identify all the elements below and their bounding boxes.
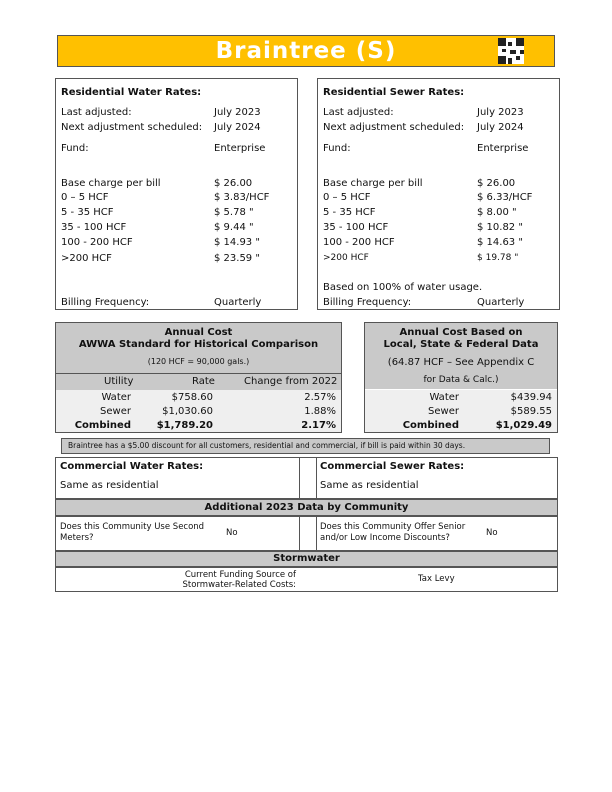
local-utility-cell: Sewer bbox=[428, 406, 459, 417]
water-billing-value: Quarterly bbox=[214, 297, 262, 308]
water-row-value: $ 5.78 " bbox=[214, 207, 254, 218]
sewer-row-label: 100 - 200 HCF bbox=[323, 237, 395, 248]
discount-note-bar bbox=[61, 438, 550, 454]
local-annual-cost-panel bbox=[364, 322, 558, 433]
sewer-row-value: $ 19.78 " bbox=[477, 253, 519, 263]
awwa-title-1: Annual Cost bbox=[164, 327, 233, 338]
stormwater-heading: Stormwater bbox=[55, 551, 558, 567]
local-utility-cell: Combined bbox=[402, 420, 459, 431]
water-heading: Residential Water Rates: bbox=[61, 87, 202, 98]
sewer-billing-value: Quarterly bbox=[477, 297, 525, 308]
awwa-annual-cost-panel bbox=[55, 322, 342, 433]
sewer-row-label: Fund: bbox=[323, 143, 351, 154]
sewer-row-label: 35 - 100 HCF bbox=[323, 222, 389, 233]
water-row-label: >200 HCF bbox=[61, 253, 112, 264]
awwa-column-header bbox=[56, 373, 341, 390]
local-rate-cell: $589.55 bbox=[510, 406, 552, 417]
local-rate-cell: $1,029.49 bbox=[495, 420, 552, 431]
water-billing-label: Billing Frequency: bbox=[61, 297, 150, 308]
local-utility-cell: Water bbox=[429, 392, 459, 403]
water-row-value: $ 3.83/HCF bbox=[214, 192, 270, 203]
additional-data-panel bbox=[55, 516, 558, 551]
commercial-sewer-value: Same as residential bbox=[320, 480, 419, 491]
sewer-row-label: >200 HCF bbox=[323, 253, 369, 263]
residential-water-panel bbox=[55, 78, 298, 310]
water-row-label: 0 – 5 HCF bbox=[61, 192, 109, 203]
qr-code-icon bbox=[498, 38, 524, 64]
water-row-label: 5 - 35 HCF bbox=[61, 207, 114, 218]
water-row-label: Base charge per bill bbox=[61, 178, 161, 189]
awwa-rate-cell: $758.60 bbox=[171, 392, 213, 403]
water-row-value: July 2024 bbox=[214, 122, 261, 133]
sewer-row-value: $ 10.82 " bbox=[477, 222, 523, 233]
sewer-note: Based on 100% of water usage. bbox=[323, 282, 483, 293]
sewer-heading: Residential Sewer Rates: bbox=[323, 87, 465, 98]
water-row-label: Fund: bbox=[61, 143, 89, 154]
water-row-value: $ 9.44 " bbox=[214, 222, 254, 233]
awwa-change-cell: 2.57% bbox=[304, 392, 336, 403]
senior-discount-question: Does this Community Offer Senior and/or Low Income Discounts? bbox=[320, 522, 466, 543]
water-row-label: Last adjusted: bbox=[61, 107, 132, 118]
water-row-value: $ 23.59 " bbox=[214, 253, 260, 264]
residential-sewer-panel bbox=[317, 78, 560, 310]
local-rate-cell: $439.94 bbox=[510, 392, 552, 403]
awwa-header bbox=[56, 323, 341, 373]
water-row-label: 100 - 200 HCF bbox=[61, 237, 133, 248]
awwa-col-change: Change from 2022 bbox=[244, 376, 338, 387]
senior-discount-answer: No bbox=[486, 528, 498, 538]
water-row-value: July 2023 bbox=[214, 107, 261, 118]
awwa-utility-cell: Sewer bbox=[100, 406, 131, 417]
local-table-body bbox=[365, 390, 557, 432]
awwa-rate-cell: $1,789.20 bbox=[156, 420, 213, 431]
stormwater-label: Current Funding Source of Stormwater-Related Costs: bbox=[182, 570, 296, 590]
second-meters-answer: No bbox=[226, 528, 238, 538]
additional-data-heading: Additional 2023 Data by Community bbox=[55, 499, 558, 516]
sewer-row-value: $ 26.00 bbox=[477, 178, 516, 189]
stormwater-panel bbox=[55, 567, 558, 592]
page-title: Braintree (S) bbox=[215, 38, 397, 64]
local-header bbox=[365, 323, 557, 373]
water-row-value: $ 14.93 " bbox=[214, 237, 260, 248]
sewer-row-label: Base charge per bill bbox=[323, 178, 423, 189]
commercial-water-heading: Commercial Water Rates: bbox=[60, 461, 204, 472]
sewer-row-value: $ 14.63 " bbox=[477, 237, 523, 248]
awwa-table-body bbox=[56, 390, 341, 432]
local-title-1: Annual Cost Based on bbox=[399, 327, 523, 338]
local-subheader bbox=[365, 373, 557, 389]
awwa-rate-cell: $1,030.60 bbox=[162, 406, 213, 417]
stormwater-value: Tax Levy bbox=[418, 574, 455, 584]
water-row-label: 35 - 100 HCF bbox=[61, 222, 127, 233]
sewer-row-value: $ 8.00 " bbox=[477, 207, 517, 218]
awwa-utility-cell: Water bbox=[101, 392, 131, 403]
commercial-sewer-heading: Commercial Sewer Rates: bbox=[320, 461, 465, 472]
sewer-row-label: 5 - 35 HCF bbox=[323, 207, 376, 218]
sewer-row-label: Next adjustment scheduled: bbox=[323, 122, 465, 133]
column-divider bbox=[299, 517, 317, 550]
awwa-title-2: AWWA Standard for Historical Comparison bbox=[78, 339, 319, 350]
commercial-water-value: Same as residential bbox=[60, 480, 159, 491]
awwa-col-utility: Utility bbox=[104, 376, 134, 387]
commercial-rates-panel bbox=[55, 457, 558, 499]
sewer-row-label: 0 – 5 HCF bbox=[323, 192, 371, 203]
sewer-row-value: July 2024 bbox=[477, 122, 524, 133]
local-subtitle-1: (64.87 HCF – See Appendix C bbox=[387, 357, 535, 368]
awwa-subtitle: (120 HCF = 90,000 gals.) bbox=[147, 357, 250, 366]
awwa-utility-cell: Combined bbox=[74, 420, 131, 431]
sewer-row-value: July 2023 bbox=[477, 107, 524, 118]
awwa-change-cell: 1.88% bbox=[304, 406, 336, 417]
awwa-col-rate: Rate bbox=[192, 376, 215, 387]
local-title-2: Local, State & Federal Data bbox=[383, 339, 539, 350]
second-meters-question: Does this Community Use Second Meters? bbox=[60, 522, 205, 543]
sewer-billing-label: Billing Frequency: bbox=[323, 297, 412, 308]
sewer-row-value: Enterprise bbox=[477, 143, 529, 154]
sewer-row-label: Last adjusted: bbox=[323, 107, 394, 118]
water-row-value: Enterprise bbox=[214, 143, 266, 154]
title-bar bbox=[57, 35, 555, 67]
water-row-label: Next adjustment scheduled: bbox=[61, 122, 203, 133]
discount-note: Braintree has a $5.00 discount for all customers, residential and commercial, if bill is paid within 30 days. bbox=[68, 441, 466, 450]
water-row-value: $ 26.00 bbox=[214, 178, 253, 189]
sewer-row-value: $ 6.33/HCF bbox=[477, 192, 533, 203]
local-subtitle-2: for Data & Calc.) bbox=[423, 375, 499, 385]
awwa-change-cell: 2.17% bbox=[301, 420, 336, 431]
column-divider bbox=[299, 458, 317, 498]
